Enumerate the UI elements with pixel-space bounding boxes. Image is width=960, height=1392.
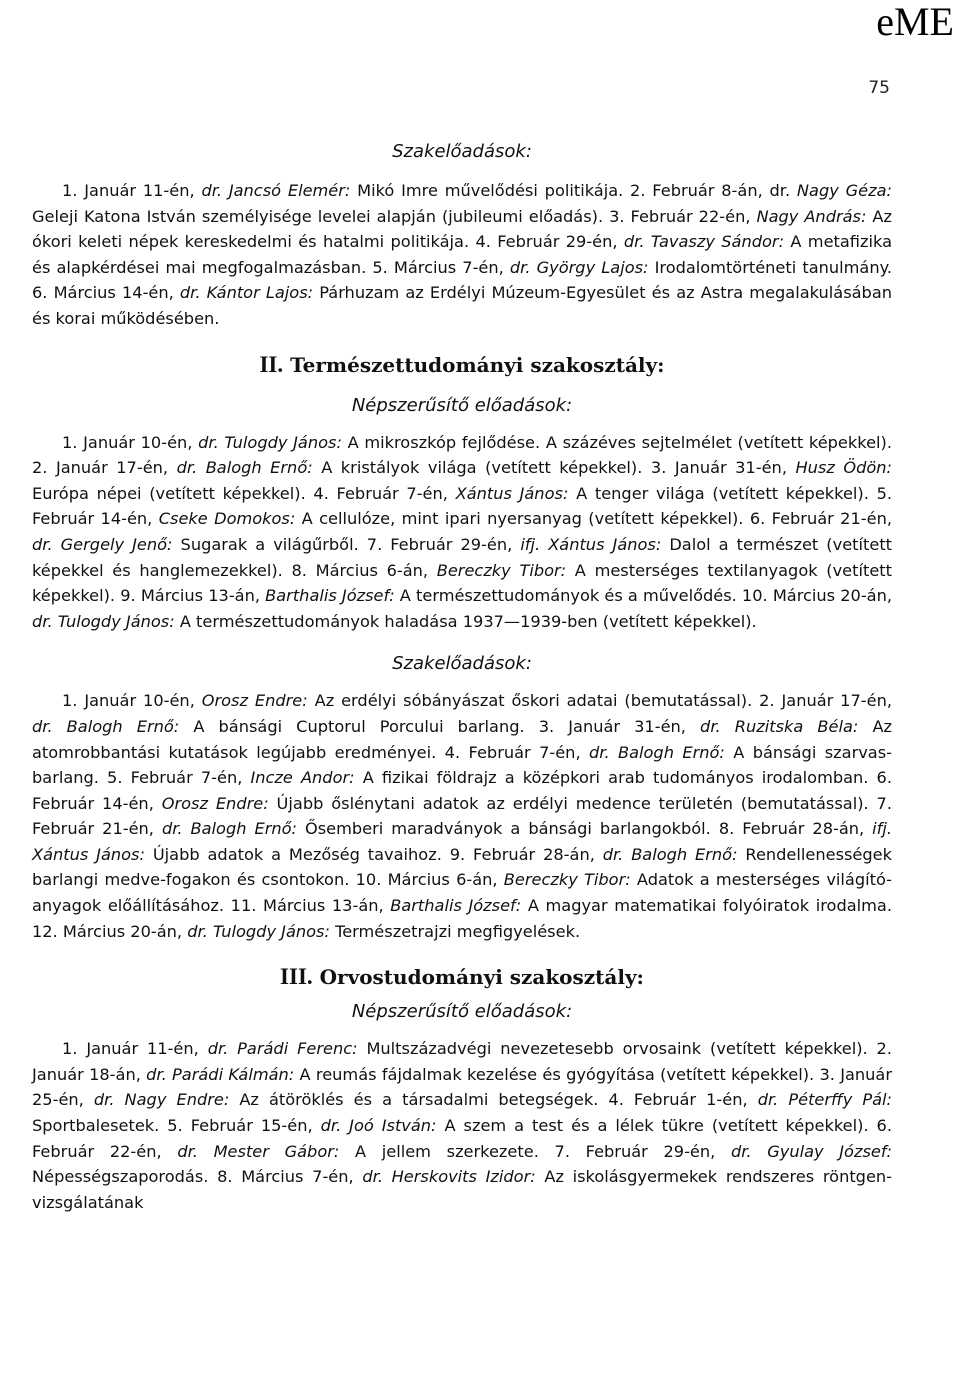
section-title-text: Orvostudományi szakosztály: <box>319 965 644 990</box>
speaker-name: dr. Péterffy Pál: <box>757 1090 892 1110</box>
speaker-name: dr. Balogh Ernő: <box>602 844 738 864</box>
speaker-name: ifj. Xántus János: <box>520 534 662 554</box>
speaker-name: dr. Balogh Ernő: <box>589 742 725 762</box>
lecture-text: 1. Január 11-én, <box>62 181 202 200</box>
lecture-text: Újabb adatok a Mezőség tavaihoz. 9. Február 28-án, <box>144 844 603 864</box>
speaker-name: Nagy András: <box>756 206 867 226</box>
speaker-name: dr. Balogh Ernő: <box>176 458 313 478</box>
section-title-termeszettudomanyi <box>32 352 892 378</box>
lecture-text: Az átöröklés és a társadalmi betegségek. 4. Február 1-én, <box>229 1090 758 1110</box>
section-heading-szakeloadasok-1: Szakelőadások: <box>392 141 532 162</box>
section-heading-nepszerusito-1: Népszerűsítő előadások: <box>351 394 573 416</box>
lecture-text: Párhuzam az Erdélyi Múzeum-Egyesület és az Astra megalakulásában és korai működésében. <box>32 283 892 328</box>
speaker-name: dr. Balogh Ernő: <box>161 819 297 839</box>
lecture-text: Ősemberi maradványok a bánsági barlangokból. 8. Február 28-án, <box>297 819 873 839</box>
lecture-text: A tenger világa (vetített képekkel). 5. Február 14-én, <box>32 483 893 529</box>
speaker-name: dr. Tavaszy Sándor: <box>623 232 785 252</box>
speaker-name: dr. Jancsó Elemér: <box>201 181 351 200</box>
lecture-text: A reumás fájdalmak kezelése és gyógyítása (vetített képekkel). 3. Január 25-én, <box>32 1064 893 1110</box>
lecture-text: A természettudományok haladása 1937—1939-ben (vetített képekkel). <box>174 611 757 631</box>
speaker-name: Cseke Domokos: <box>158 509 296 529</box>
speaker-name: dr. Parádi Ferenc: <box>207 1039 358 1059</box>
lecture-text: Multszázadvégi nevezetesebb orvosaink (vetített képekkel). 2. Január 18-án, <box>32 1039 893 1084</box>
lecture-text: A kristályok világa (vetített képekkel). 3. Január 31-én, <box>312 458 796 478</box>
lecture-text: Az ókori keleti népek kereskedelmi és hatalmi politikája. 4. Február 29-én, <box>32 206 892 252</box>
speaker-name: ifj. Xántus János: <box>32 819 893 864</box>
page-number: 75 <box>868 78 890 98</box>
speaker-name: dr. Herskovits Izidor: <box>362 1167 536 1187</box>
page-body <box>32 140 892 1215</box>
speaker-name: Barthalis József: <box>265 586 395 606</box>
lecture-text: A bánsági Cuptorul Porcului barlang. 3. Január 31-én, <box>179 716 701 736</box>
speaker-name: Orosz Endre: <box>161 793 269 813</box>
paragraph-lectures-4 <box>32 1036 892 1215</box>
lecture-text: Népességszaporodás. 8. Március 7-én, <box>32 1167 363 1187</box>
speaker-name: dr. Balogh Ernő: <box>32 716 180 736</box>
lecture-text: A jellem szerkezete. 7. Február 29-én, <box>339 1141 731 1161</box>
speaker-name: dr. Tulogdy János: <box>32 611 175 631</box>
lecture-text: A mesterséges textilanyagok (vetített képekkel). 9. Március 13-án, <box>32 560 892 606</box>
lecture-text: Az erdélyi sóbányászat őskori adatai (bemutatással). 2. Január 17-én, <box>307 691 892 711</box>
paragraph-lectures-3 <box>32 688 892 944</box>
lecture-text: Az iskolásgyermekek rendszeres röntgen-vizsgálatának <box>32 1167 893 1212</box>
section-roman-numeral: III. <box>280 964 313 990</box>
lecture-text: A magyar matematikai folyóiratok irodalma. 12. Március 20-án, <box>32 896 892 941</box>
lecture-text: Geleji Katona István személyisége levelei alapján (jubileumi előadás). 3. Február 22-én, <box>32 206 757 226</box>
speaker-name: dr. Gyulay József: <box>730 1141 892 1161</box>
lecture-text: A bánsági szarvas-barlang. 5. Február 7-én, <box>32 742 893 788</box>
lecture-text: Rendellenességek barlangi medve-fogakon és csontokon. 10. Március 6-án, <box>32 844 893 890</box>
paragraph-lectures-1 <box>32 178 892 332</box>
lecture-text: A természettudományok és a művelődés. 10. Március 20-án, <box>394 586 893 606</box>
paragraph-lectures-2 <box>32 430 892 635</box>
speaker-name: Incze Andor: <box>250 768 355 788</box>
speaker-name: dr. Kántor Lajos: <box>179 283 314 303</box>
lecture-text: 1. Január 10-én, <box>62 691 202 711</box>
lecture-text: A szem a test és a lélek tükre (vetített képekkel). 6. Február 22-én, <box>32 1116 893 1161</box>
section-title-orvostudomanyi <box>32 964 892 990</box>
speaker-name: dr. Parádi Kálmán: <box>146 1064 295 1084</box>
lecture-text: Az atomrobbantási kutatások legújabb eredményei. 4. Február 7-én, <box>32 716 893 762</box>
lecture-text: Természetrajzi megfigyelések. <box>329 921 581 941</box>
speaker-name: dr. Mester Gábor: <box>177 1141 340 1161</box>
lecture-text: 1. Január 11-én, <box>62 1039 208 1059</box>
speaker-name: dr. Nagy Endre: <box>93 1090 230 1110</box>
speaker-name: dr. Tulogdy János: <box>198 432 342 452</box>
speaker-name: Nagy Géza: <box>796 181 892 200</box>
speaker-name: Xántus János: <box>455 483 569 503</box>
lecture-text: A mikroszkóp fejlődése. A százéves sejtelmélet (vetített képekkel). 2. Január 17-én, <box>32 432 892 478</box>
lecture-text: Mikó Imre művelődési politikája. 2. Február 8-án, dr. <box>350 181 797 200</box>
lecture-text: Sugarak a világűrből. 7. Február 29-én, <box>172 534 521 554</box>
speaker-name: Bereczky Tibor: <box>503 870 631 890</box>
lecture-text: Adatok a mesterséges világító-anyagok előállításához. 11. Március 13-án, <box>32 870 892 916</box>
lecture-text: Irodalomtörténeti tanulmány. 6. Március 14-én, <box>32 257 892 303</box>
lecture-text: Sportbalesetek. 5. Február 15-én, <box>32 1116 321 1136</box>
lecture-text: A metafizika és alapkérdései mai megfogalmazásban. 5. Március 7-én, <box>32 232 892 277</box>
section-heading-szakeloadasok-2: Szakelőadások: <box>392 653 532 675</box>
lecture-text: A cellulóze, mint ipari nyersanyag (vetített képekkel). 6. Február 21-én, <box>295 509 892 529</box>
lecture-text: Európa népei (vetített képekkel). 4. Február 7-én, <box>32 483 456 503</box>
section-roman-numeral: II. <box>259 351 284 377</box>
lecture-text: Dalol a természet (vetített képekkel és hanglemezekkel). 8. Március 6-án, <box>32 534 893 580</box>
speaker-name: dr. Joó István: <box>320 1116 437 1136</box>
lecture-text: A fizikai földrajz a középkori arab tudományos irodalomban. 6. Február 14-én, <box>32 768 892 813</box>
speaker-name: Barthalis József: <box>390 896 522 916</box>
speaker-name: Bereczky Tibor: <box>436 560 567 580</box>
publisher-logo: eME <box>876 0 954 44</box>
speaker-name: dr. Gergely Jenő: <box>32 534 173 554</box>
speaker-name: Husz Ödön: <box>795 458 892 478</box>
lecture-text: 1. Január 10-én, <box>62 432 199 452</box>
speaker-name: Orosz Endre: <box>201 691 308 711</box>
section-heading-nepszerusito-2: Népszerűsítő előadások: <box>351 1001 573 1023</box>
section-title-text: Természettudományi szakosztály: <box>290 352 665 377</box>
speaker-name: dr. György Lajos: <box>509 257 649 277</box>
speaker-name: dr. Ruzitska Béla: <box>700 716 859 736</box>
lecture-text: Újabb őslénytani adatok az erdélyi medence területén (bemutatással). 7. Február 21-én, <box>32 793 892 839</box>
speaker-name: dr. Tulogdy János: <box>187 921 330 941</box>
